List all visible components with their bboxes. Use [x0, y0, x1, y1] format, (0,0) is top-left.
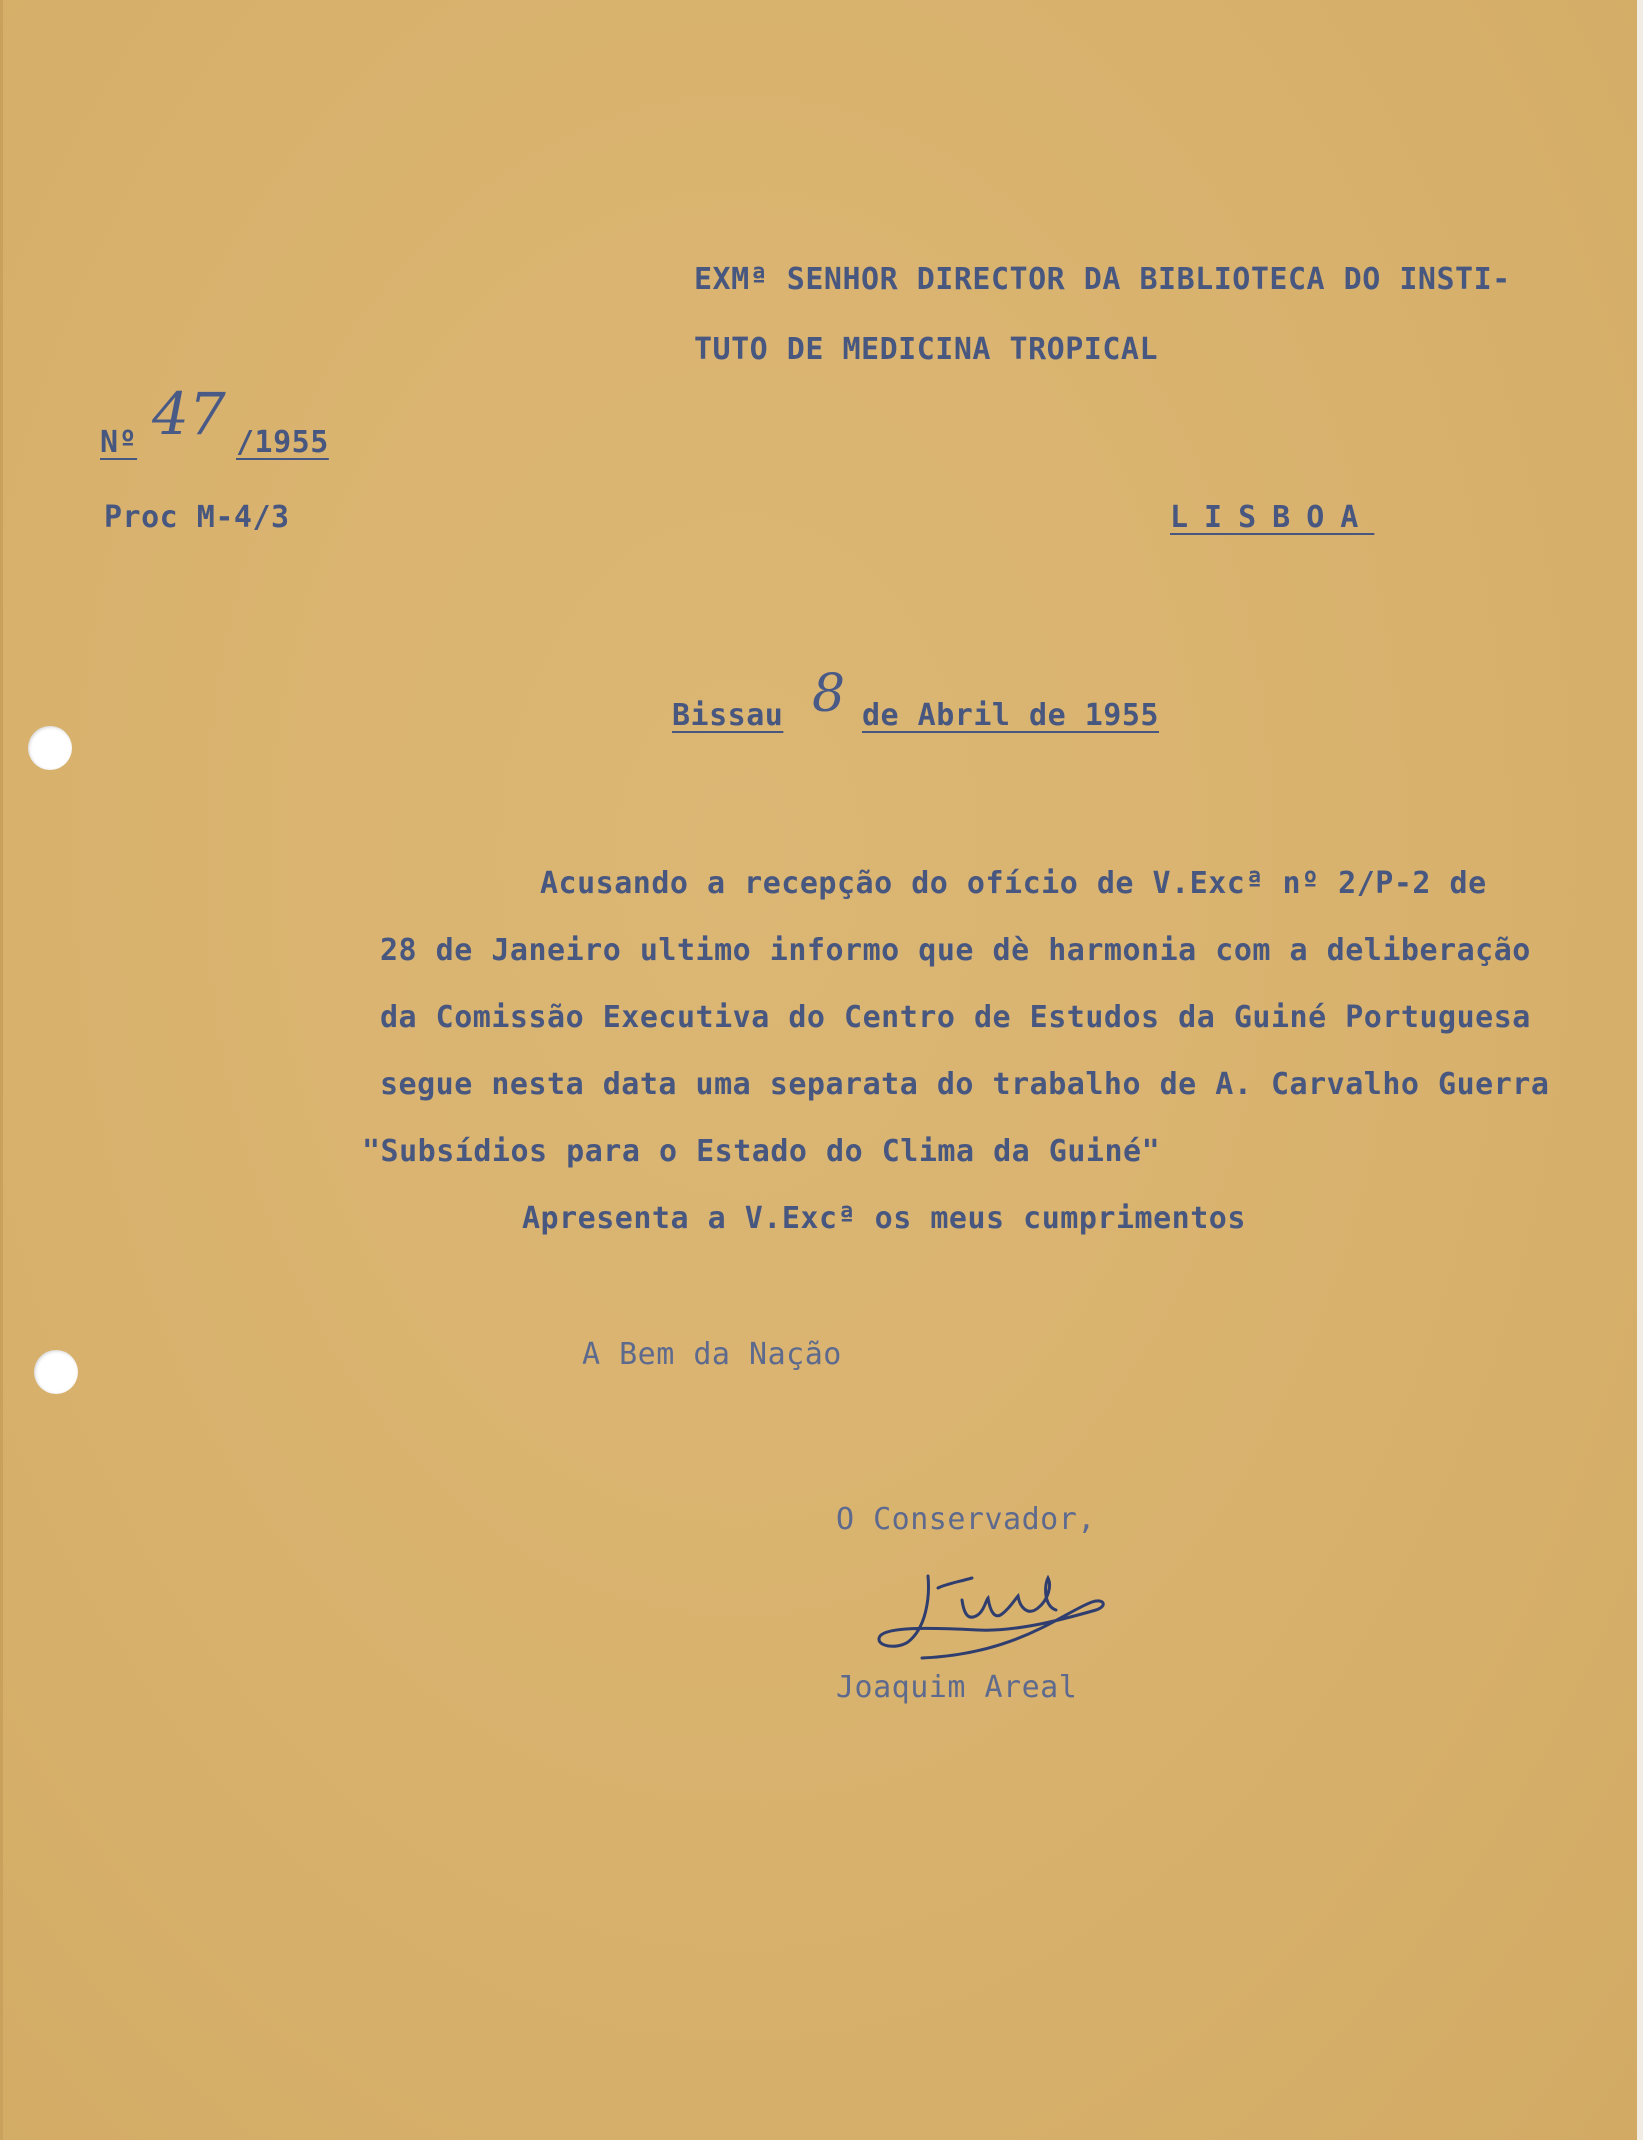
paper-right-edge [1637, 0, 1643, 2140]
body-line-2: 28 de Janeiro ultimo informo que dè harmonia com a deliberação [380, 933, 1531, 968]
ref-number-handwritten: 47 [152, 380, 226, 448]
body-line-1: Acusando a recepção do ofício de V.Excª nº 2/P-2 de [540, 866, 1487, 901]
signatory-title: O Conservador, [836, 1502, 1096, 1537]
paper-left-edge [0, 0, 3, 2140]
addressee-line-1: EXMª SENHOR DIRECTOR DA BIBLIOTECA DO INSTI- [694, 262, 1511, 297]
ref-year: /1955 [236, 425, 329, 460]
addressee-line-2: TUTO DE MEDICINA TROPICAL [694, 332, 1159, 367]
reference-number [100, 380, 330, 467]
date-day-handwritten: 8 [812, 664, 846, 724]
handwritten-signature [868, 1558, 1138, 1668]
city: LISBOA [1170, 500, 1375, 535]
date-line [672, 660, 1192, 740]
salutation: A Bem da Nação [582, 1337, 842, 1372]
ref-prefix: Nº [100, 425, 138, 460]
punch-hole-lower [34, 1350, 78, 1394]
body-line-3: da Comissão Executiva do Centro de Estudos da Guiné Portuguesa [380, 1000, 1531, 1035]
date-place: Bissau [672, 698, 784, 733]
punch-hole-upper [28, 726, 72, 770]
body-line-4: segue nesta data uma separata do trabalho de A. Carvalho Guerra [380, 1067, 1550, 1102]
process-number: Proc M-4/3 [104, 500, 290, 535]
signatory-name: Joaquim Areal [836, 1670, 1078, 1705]
date-rest: de Abril de 1955 [862, 698, 1159, 733]
body-line-5: "Subsídios para o Estado do Clima da Guiné" [362, 1134, 1161, 1169]
closing-line: Apresenta a V.Excª os meus cumprimentos [522, 1201, 1246, 1236]
